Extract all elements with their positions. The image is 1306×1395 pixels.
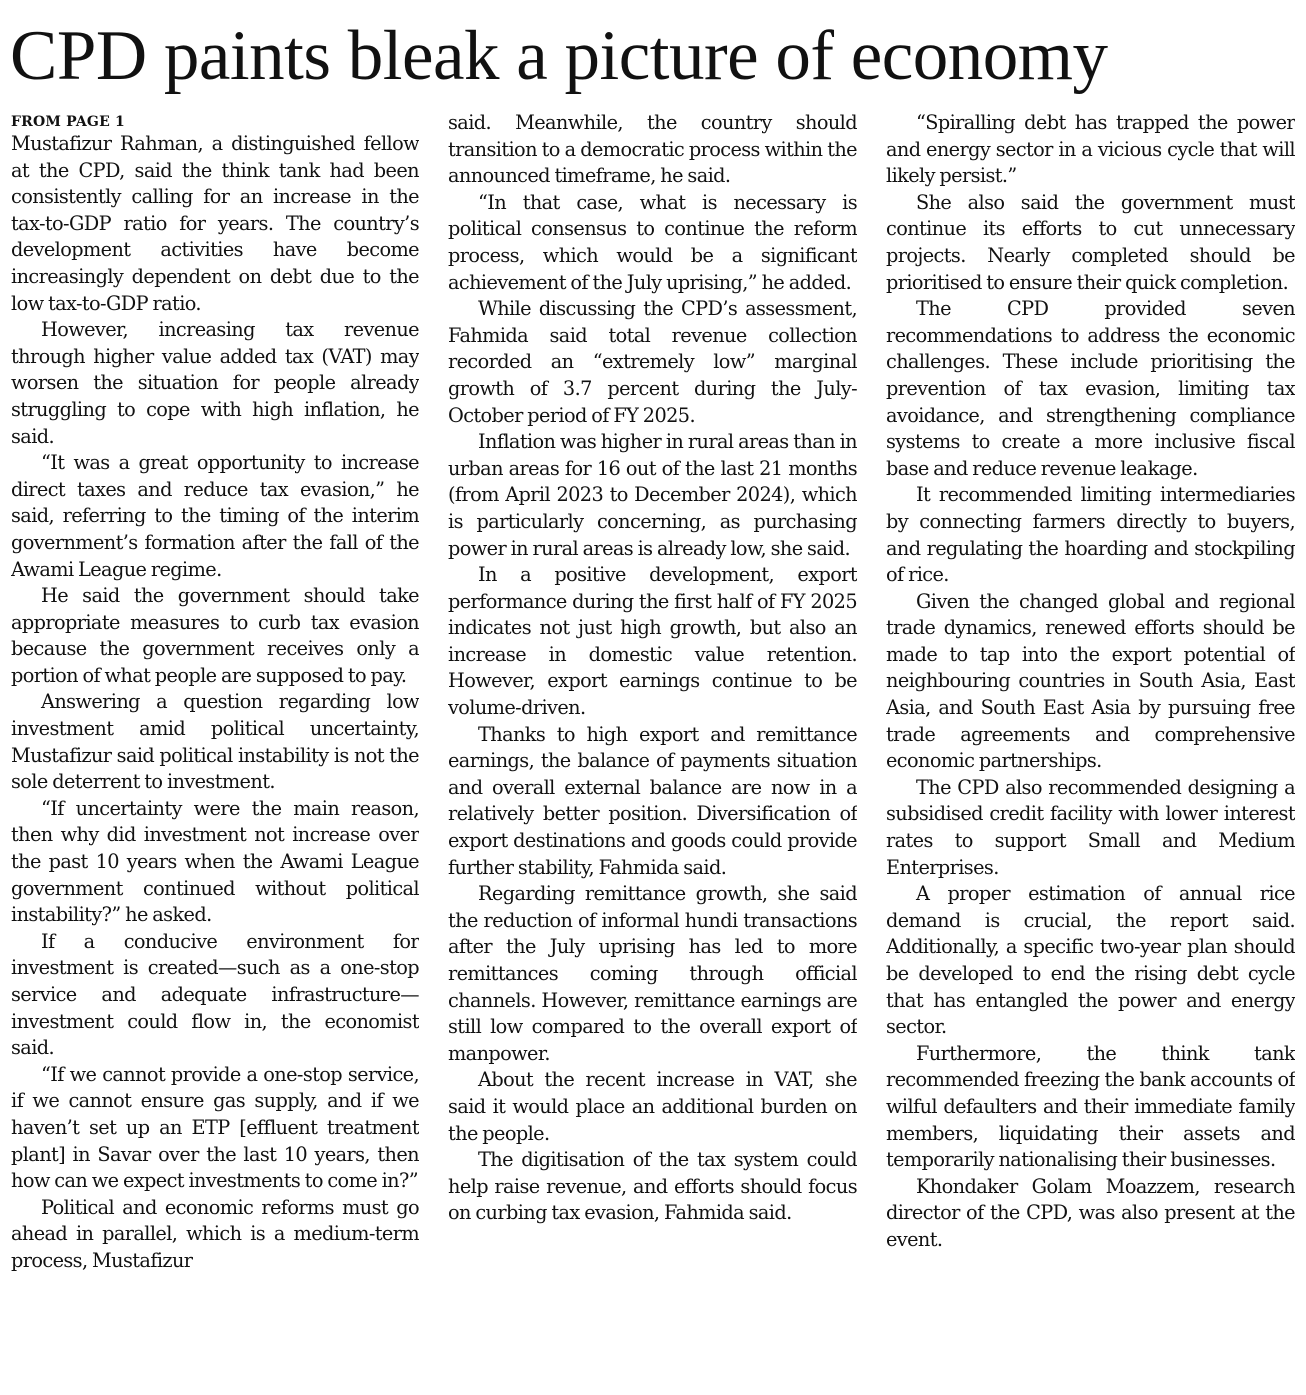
paragraph: While discussing the CPD’s assessment, Fahmida said total revenue collection recorded an “extremely low” marginal growth of 3.7 percent during the July-October period of FY 2025.: [448, 297, 857, 427]
article-column-1: [11, 110, 419, 1390]
paragraph: About the recent increase in VAT, she said it would place an additional burden on the people.: [448, 1068, 857, 1145]
paragraph: “It was a great opportunity to increase direct taxes and reduce tax evasion,” he said, referring to the timing of the interim government’s formation after the fall of the Awami League regime.: [11, 451, 419, 581]
paragraph: The CPD provided seven recommendations to address the economic challenges. These include prioritising the prevention of tax evasion, limiting tax avoidance, and strengthening compliance systems to create a more inclusive fiscal base and reduce revenue leakage.: [886, 297, 1295, 480]
paragraph: “Spiralling debt has trapped the power and energy sector in a vicious cycle that will likely persist.”: [886, 111, 1295, 188]
paragraph: Inflation was higher in rural areas than in urban areas for 16 out of the last 21 months (from April 2023 to December 2024), which is particularly concerning, as purchasing power in rural areas is already low, she said.: [448, 430, 857, 560]
dateline: FROM PAGE 1: [11, 114, 125, 130]
paragraph: However, increasing tax revenue through higher value added tax (VAT) may worsen the situation for people already struggling to cope with high inflation, he said.: [11, 318, 419, 448]
paragraph: A proper estimation of annual rice demand is crucial, the report said. Additionally, a specific two-year plan should be developed to end the rising debt cycle that has entangled the power and energy sector.: [886, 882, 1295, 1039]
paragraph: If a conducive environment for investment is created—such as a one-stop service and adequate infrastructure—investment could flow in, the economist said.: [11, 929, 419, 1060]
paragraph: Khondaker Golam Moazzem, research director of the CPD, was also present at the event.: [886, 1174, 1295, 1251]
article-column-2: [448, 110, 857, 1390]
paragraph: Answering a question regarding low investment amid political uncertainty, Mustafizur said political instability is not the sole deterrent to investment.: [11, 690, 419, 794]
paragraph: The digitisation of the tax system could help raise revenue, and efforts should focus on curbing tax evasion, Fahmida said.: [448, 1148, 857, 1225]
paragraph: It recommended limiting intermediaries by connecting farmers directly to buyers, and regulating the hoarding and stockpiling of rice.: [886, 483, 1295, 587]
paragraph: Political and economic reforms must go ahead in parallel, which is a medium-term process, Mustafizur: [11, 1195, 419, 1272]
paragraph: She also said the government must continue its efforts to cut unnecessary projects. Nearly completed should be prioritised to ensure their quick completion.: [886, 190, 1295, 294]
paragraph: In a positive development, export performance during the first half of FY 2025 indicates not just high growth, but also an increase in domestic value retention. However, export earnings continue to be volume-driven.: [448, 563, 857, 720]
paragraph: Mustafizur Rahman, a distinguished fellow at the CPD, said the think tank had been consistently calling for an increase in the tax-to-GDP ratio for years. The country’s development activities have become increasingly dependent on debt due to the low tax-to-GDP ratio.: [11, 132, 419, 315]
paragraph: “If we cannot provide a one-stop service, if we cannot ensure gas supply, and if we haven’t set up an ETP [effluent treatment plant] in Savar over the last 10 years, then how can we expect investments to come in?”: [11, 1062, 419, 1193]
paragraph: “In that case, what is necessary is political consensus to continue the reform process, which would be a significant achievement of the July uprising,” he added.: [448, 190, 857, 294]
paragraph: said. Meanwhile, the country should transition to a democratic process within the announced timeframe, he said.: [448, 111, 857, 188]
article-headline: CPD paints bleak a picture of economy: [10, 17, 1108, 95]
paragraph: Furthermore, the think tank recommended freezing the bank accounts of wilful defaulters and their immediate family members, liquidating their assets and temporarily nationalising their businesses.: [886, 1041, 1295, 1172]
paragraph: Given the changed global and regional trade dynamics, renewed efforts should be made to tap into the export potential of neighbouring countries in South Asia, East Asia, and South East Asia by pursuing free trade agreements and comprehensive economic partnerships.: [886, 589, 1295, 773]
paragraph: The CPD also recommended designing a subsidised credit facility with lower interest rates to support Small and Medium Enterprises.: [886, 775, 1295, 879]
article-column-3: [886, 110, 1295, 1390]
paragraph: “If uncertainty were the main reason, then why did investment not increase over the past 10 years when the Awami League government continued without political instability?” he asked.: [11, 796, 419, 927]
paragraph: He said the government should take appropriate measures to curb tax evasion because the government receives only a portion of what people are supposed to pay.: [11, 584, 419, 687]
paragraph: Thanks to high export and remittance earnings, the balance of payments situation and overall external balance are now in a relatively better position. Diversification of export destinations and goods could provide further stability, Fahmida said.: [448, 722, 857, 879]
paragraph: Regarding remittance growth, she said the reduction of informal hundi transactions after the July uprising has led to more remittances coming through official channels. However, remittance earnings are still low compared to the overall export of manpower.: [448, 882, 857, 1065]
